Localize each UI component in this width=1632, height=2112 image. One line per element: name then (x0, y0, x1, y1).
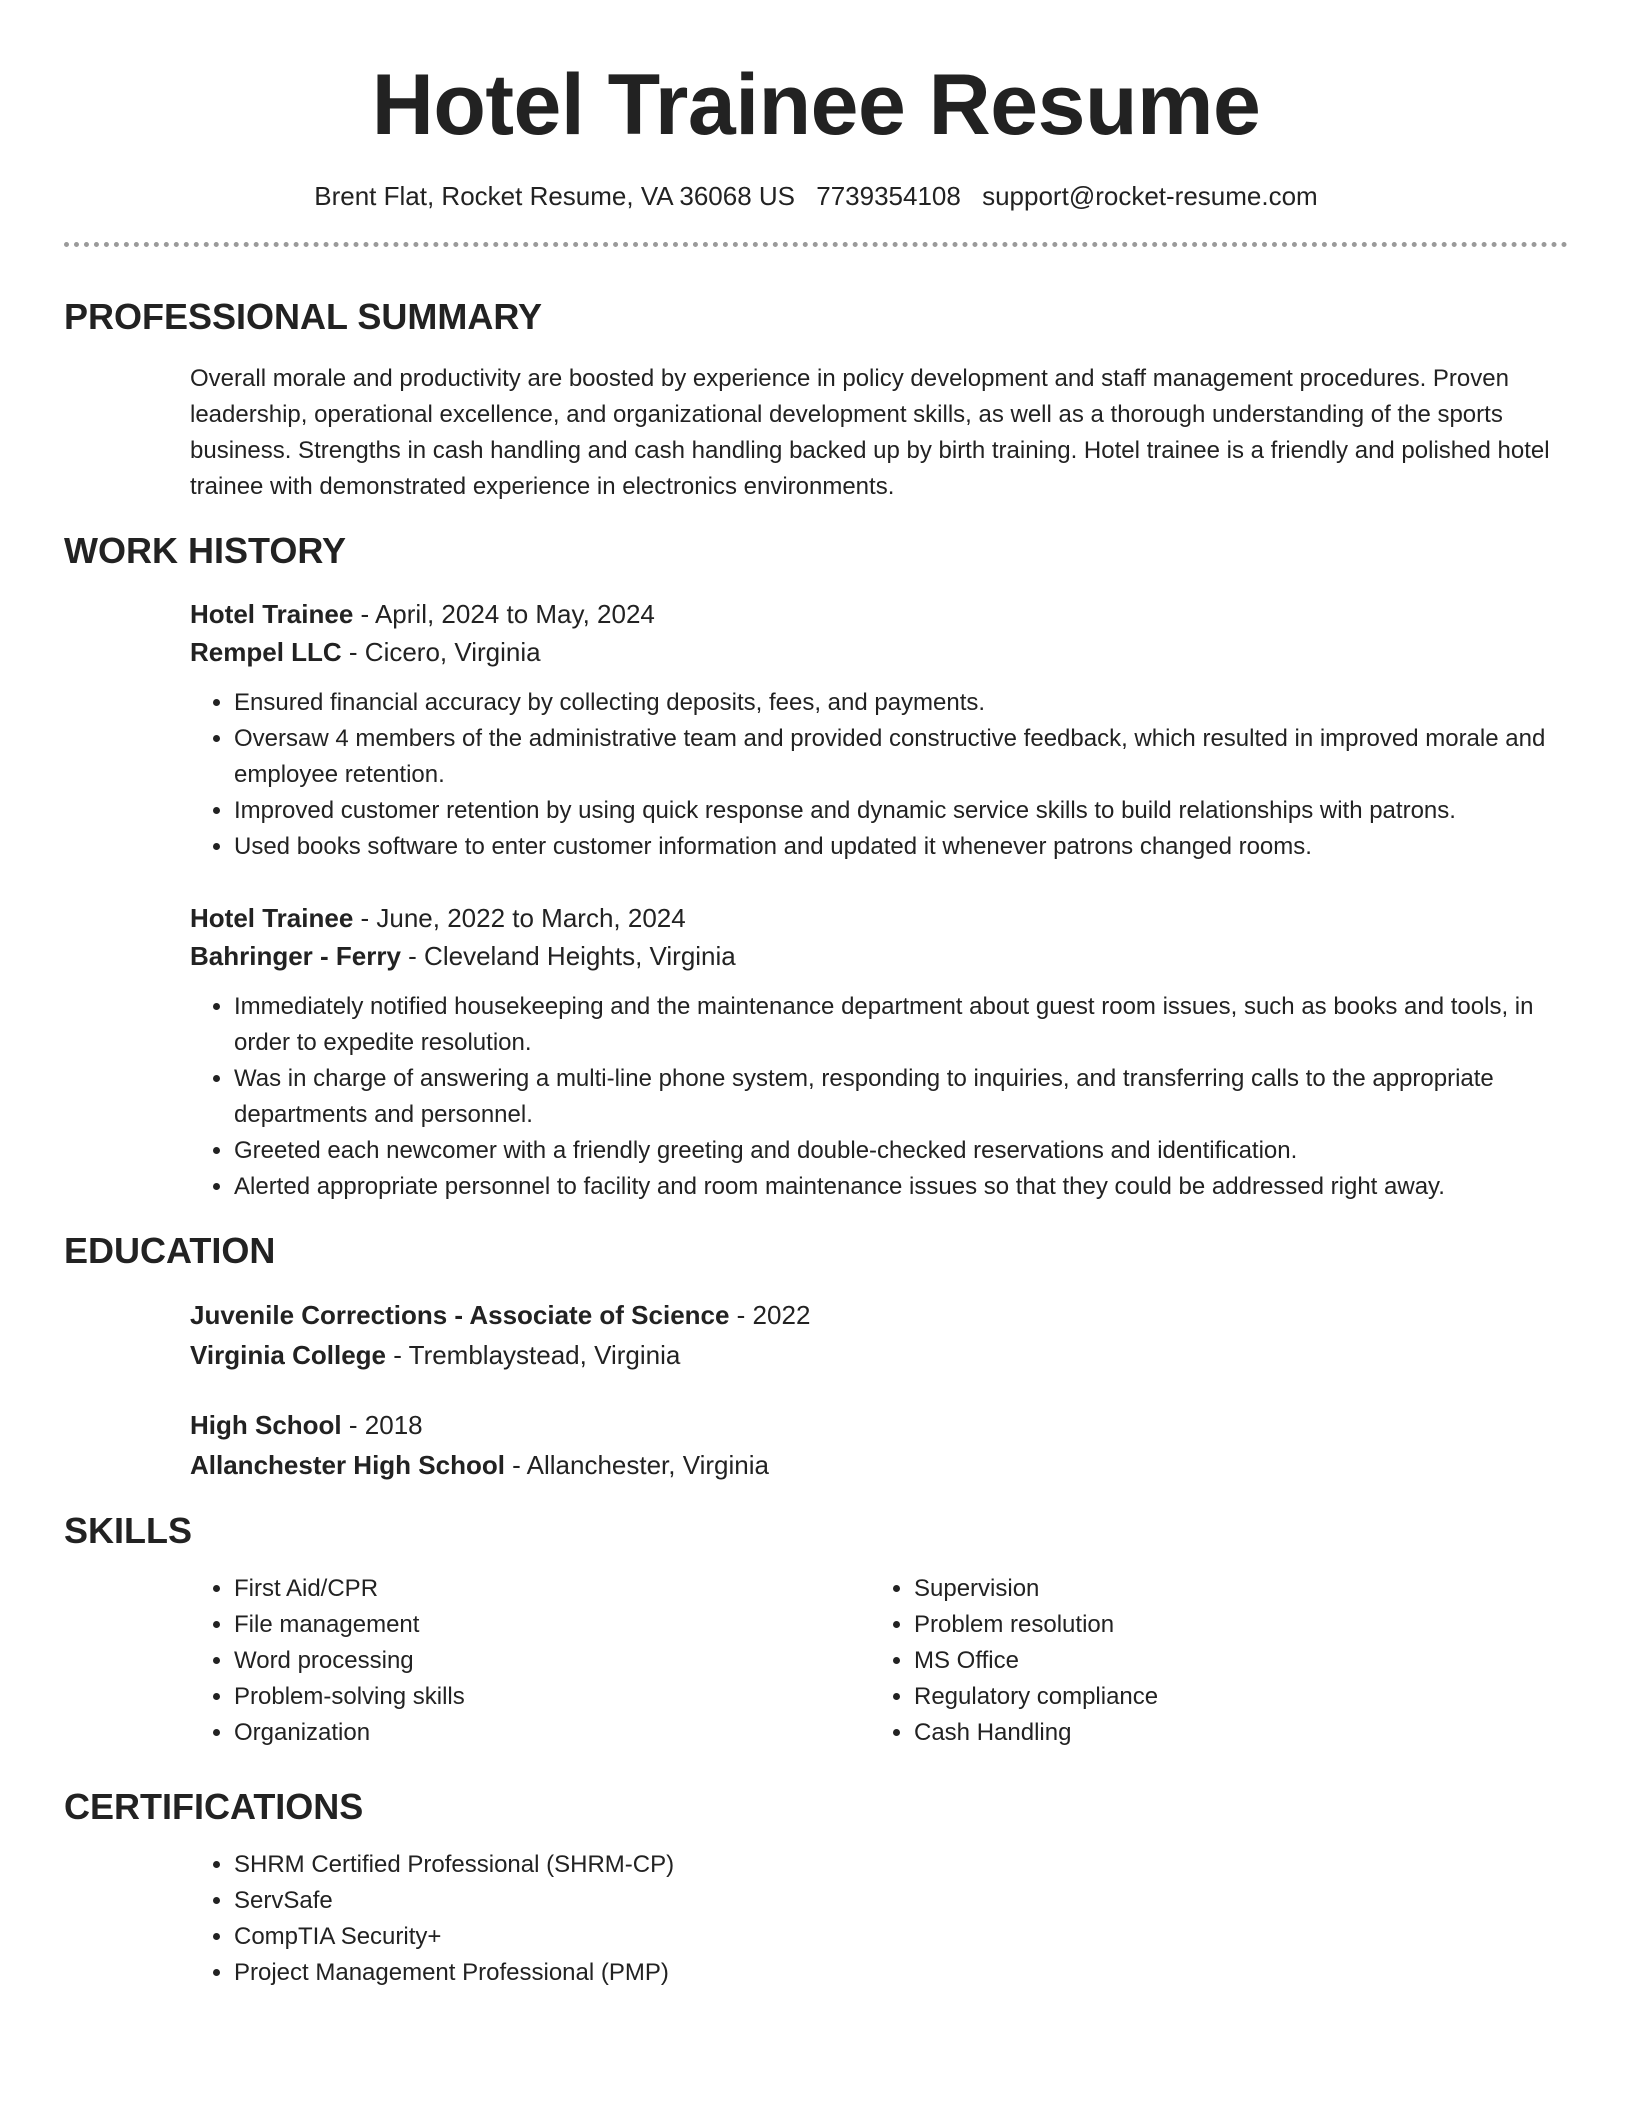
contact-line (64, 178, 1568, 214)
job-company: Rempel LLC (190, 637, 342, 667)
skill-item: • Word processing (234, 1643, 870, 1679)
certification-item: • CompTIA Security+ (234, 1919, 1568, 1955)
education-heading: EDUCATION (64, 1230, 276, 1271)
skills-grid (190, 1571, 1568, 1751)
job-bullet: • Improved customer retention by using quick response and dynamic service skills to build relationships with patrons. (234, 793, 1568, 829)
summary-text: Overall morale and productivity are boosted by experience in policy development and staff management procedures. Proven leadership, operational excellence, and organizational development skills, as well as a thorough understanding of the sports business. Strengths in cash handling and cash handling backed up by birth training. Hotel trainee is a friendly and polished hotel trainee with demonstrated experience in electronics environments. (190, 365, 1550, 500)
job-location: - Cleveland Heights, Virginia (400, 941, 736, 971)
certification-item: • Project Management Professional (PMP) (234, 1955, 1568, 1991)
skill-item: • MS Office (914, 1643, 1550, 1679)
summary-heading: PROFESSIONAL SUMMARY (64, 296, 543, 337)
header-divider (64, 242, 1568, 247)
education-school-line (190, 1445, 1568, 1485)
education-school-line (190, 1335, 1568, 1375)
job-dates: - June, 2022 to March, 2024 (353, 903, 686, 933)
job-entry (190, 595, 1568, 865)
job-bullet: • Alerted appropriate personnel to facility and room maintenance issues so that they could be addressed right away. (234, 1169, 1568, 1205)
skill-item: • Supervision (914, 1571, 1550, 1607)
certification-item: • SHRM Certified Professional (SHRM-CP) (234, 1847, 1568, 1883)
job-location: - Cicero, Virginia (341, 637, 541, 667)
job-company-line (190, 633, 1568, 671)
education-year: - 2022 (729, 1300, 811, 1330)
skills-column-left (190, 1571, 870, 1751)
job-entry (190, 899, 1568, 1205)
job-bullets (190, 685, 1568, 865)
job-bullet: • Ensured financial accuracy by collecting deposits, fees, and payments. (234, 685, 1568, 721)
job-title: Hotel Trainee (190, 599, 354, 629)
job-bullet: • Was in charge of answering a multi-line phone system, responding to inquiries, and transferring calls to the appropriate departments and personnel. (234, 1061, 1568, 1133)
education-school: Allanchester High School (190, 1450, 505, 1480)
job-bullet: • Greeted each newcomer with a friendly greeting and double-checked reservations and identification. (234, 1133, 1568, 1169)
job-company-line (190, 937, 1568, 975)
contact-email: support@rocket-resume.com (982, 181, 1318, 211)
contact-address: Brent Flat, Rocket Resume, VA 36068 US (314, 181, 796, 211)
education-degree: Juvenile Corrections - Associate of Science (190, 1300, 730, 1330)
education-location: - Tremblaystead, Virginia (386, 1340, 681, 1370)
certifications-list (190, 1847, 1568, 1991)
skill-item: • Cash Handling (914, 1715, 1550, 1751)
skill-item: • First Aid/CPR (234, 1571, 870, 1607)
skill-item: • Organization (234, 1715, 870, 1751)
education-location: - Allanchester, Virginia (504, 1450, 769, 1480)
education-entry (190, 1295, 1568, 1375)
resume-title: Hotel Trainee Resume (371, 57, 1261, 153)
skills-heading: SKILLS (64, 1510, 193, 1551)
job-bullets (190, 989, 1568, 1205)
education-degree-line (190, 1405, 1568, 1445)
skill-item: • Problem resolution (914, 1607, 1550, 1643)
education-year: - 2018 (341, 1410, 423, 1440)
job-title-line (190, 595, 1568, 633)
certification-item: • ServSafe (234, 1883, 1568, 1919)
certifications-heading: CERTIFICATIONS (64, 1786, 364, 1827)
work-history-heading: WORK HISTORY (64, 530, 347, 571)
job-company: Bahringer - Ferry (190, 941, 401, 971)
skill-item: • Problem-solving skills (234, 1679, 870, 1715)
skill-item: • File management (234, 1607, 870, 1643)
education-entry (190, 1405, 1568, 1485)
education-degree-line (190, 1295, 1568, 1335)
job-bullet: • Used books software to enter customer information and updated it whenever patrons changed rooms. (234, 829, 1568, 865)
job-bullet: • Immediately notified housekeeping and the maintenance department about guest room issues, such as books and tools, in order to expedite resolution. (234, 989, 1568, 1061)
job-dates: - April, 2024 to May, 2024 (353, 599, 655, 629)
job-bullet: • Oversaw 4 members of the administrative team and provided constructive feedback, which resulted in improved morale and employee retention. (234, 721, 1568, 793)
skill-item: • Regulatory compliance (914, 1679, 1550, 1715)
job-title: Hotel Trainee (190, 903, 354, 933)
contact-phone: 7739354108 (816, 181, 961, 211)
job-title-line (190, 899, 1568, 937)
education-degree: High School (190, 1410, 342, 1440)
skills-column-right (870, 1571, 1550, 1751)
education-school: Virginia College (190, 1340, 387, 1370)
